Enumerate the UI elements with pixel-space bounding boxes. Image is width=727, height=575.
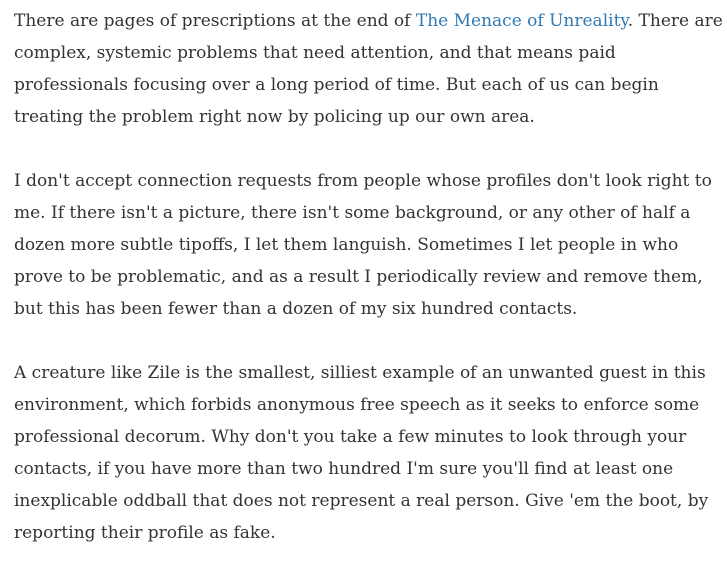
- paragraph-line: A creature like Zile is the smallest, silliest example of an unwanted guest in this: [14, 363, 706, 383]
- paragraph-line: prove to be problematic, and as a result I periodically review and remove them,: [14, 267, 703, 287]
- paragraph-line: There are pages of prescriptions at the end of The Menace of Unreality. There are: [14, 11, 723, 31]
- paragraph-line: inexplicable oddball that does not represent a real person. Give 'em the boot, by: [14, 491, 709, 511]
- article-body: [14, 5, 723, 549]
- paragraph-line: but this has been fewer than a dozen of my six hundred contacts.: [14, 299, 578, 319]
- menace-of-unreality-link[interactable]: The Menace of Unreality: [415, 11, 628, 31]
- paragraph-line: complex, systemic problems that need attention, and that means paid: [14, 43, 616, 63]
- paragraph-line: dozen more subtle tipoffs, I let them languish. Sometimes I let people in who: [14, 235, 679, 255]
- paragraph-line: contacts, if you have more than two hundred I'm sure you'll find at least one: [14, 459, 674, 479]
- paragraph-line: reporting their profile as fake.: [14, 523, 276, 543]
- paragraph-line: professional decorum. Why don't you take a few minutes to look through your: [14, 427, 687, 447]
- paragraph-1: [14, 5, 723, 133]
- paragraph-line: me. If there isn't a picture, there isn't some background, or any other of half a: [14, 203, 691, 223]
- paragraph-line: professionals focusing over a long period of time. But each of us can begin: [14, 75, 659, 95]
- paragraph-line: I don't accept connection requests from people whose profiles don't look right to: [14, 171, 712, 191]
- paragraph-line: treating the problem right now by policing up our own area.: [14, 107, 535, 127]
- paragraph-3: [14, 357, 714, 549]
- paragraph-2: [14, 165, 714, 325]
- paragraph-line: environment, which forbids anonymous free speech as it seeks to enforce some: [14, 395, 700, 415]
